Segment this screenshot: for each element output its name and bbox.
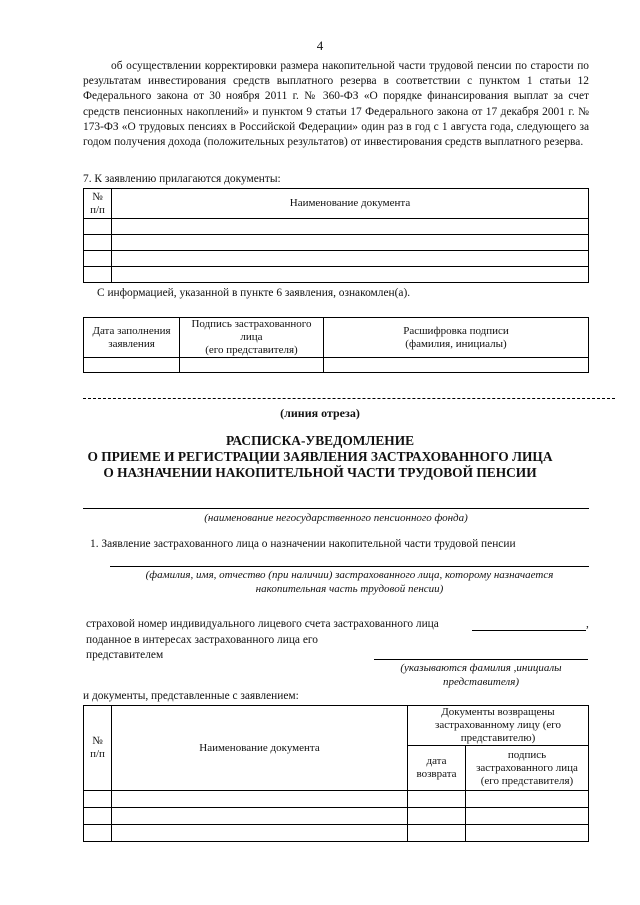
col-return-date-header: дата возврата [408, 746, 466, 791]
table-row [84, 251, 589, 267]
representative-caption: (указываются фамилия ,инициалы представителя) [400, 662, 562, 688]
cut-line [83, 398, 615, 399]
receipt-title-line-3: О НАЗНАЧЕНИИ НАКОПИТЕЛЬНОЙ ЧАСТИ ТРУДОВОЙ ПЕНСИИ [103, 465, 537, 480]
col-num-header: № п/п [84, 189, 112, 219]
col-decoding-header: Расшифровка подписи (фамилия, инициалы) [324, 318, 589, 358]
col-num-header: № п/п [84, 706, 112, 791]
person-caption: (фамилия, имя, отчество (при наличии) застрахованного лица, которому назначается накопительная часть трудовой пенсии) [145, 569, 554, 595]
submitted-label: поданное в интересах застрахованного лица его [86, 634, 318, 646]
item-1-text: 1. Заявление застрахованного лица о назначении накопительной части трудовой пенсии [90, 538, 516, 550]
cut-line-label: (линия отреза) [280, 406, 360, 420]
attached-documents-table [83, 188, 589, 283]
fund-name-line [83, 508, 589, 509]
table-row [84, 791, 589, 808]
table-row [84, 825, 589, 842]
fund-caption: (наименование негосударственного пенсионного фонда) [204, 512, 468, 524]
table-row [84, 358, 589, 373]
table-row [84, 235, 589, 251]
section-7-heading: 7. К заявлению прилагаются документы: [83, 173, 281, 185]
returned-documents-table [83, 705, 589, 842]
col-date-header: Дата заполнения заявления [84, 318, 180, 358]
table-row [84, 219, 589, 235]
documents-label: и документы, представленные с заявлением: [83, 690, 299, 702]
col-signature-header: Подпись застрахованного лица (его представителя) [180, 318, 324, 358]
insurance-number-label: страховой номер индивидуального лицевого счета застрахованного лица [86, 618, 439, 630]
receipt-title [0, 433, 640, 481]
comma: , [586, 618, 589, 630]
table-row [84, 267, 589, 283]
col-returned-header: Документы возвращены застрахованному лицу (его представителю) [408, 706, 589, 746]
page-number: 4 [316, 38, 324, 53]
col-return-signature-header: подпись застрахованного лица (его представителя) [466, 746, 589, 791]
receipt-title-line-1: РАСПИСКА-УВЕДОМЛЕНИЕ [225, 433, 415, 448]
col-name-header: Наименование документа [112, 706, 408, 791]
representative-line [374, 659, 588, 660]
signature-table [83, 317, 589, 373]
representative-label: представителем [86, 649, 164, 661]
acknowledgement-text: С информацией, указанной в пункте 6 заявления, ознакомлен(а). [97, 287, 411, 299]
col-name-header: Наименование документа [112, 189, 589, 219]
table-row [84, 808, 589, 825]
receipt-title-line-2: О ПРИЕМЕ И РЕГИСТРАЦИИ ЗАЯВЛЕНИЯ ЗАСТРАХОВАННОГО ЛИЦА [87, 449, 553, 464]
insurance-number-line [472, 630, 586, 631]
person-name-line [110, 566, 589, 567]
intro-paragraph: об осуществлении корректировки размера накопительной части трудовой пенсии по старости по результатам инвестирования средств выплатного резерва в соответствии с пунктом 1 статьи 12 Федерального закона от 30 ноября 2011 г. № 360-ФЗ «О порядке финансирования выплат за счет средств пенсионных накоплений» и пунктом 9 статьи 17 Федерального закона от 17 декабря 2001 г. № 173-ФЗ «О трудовых пенсиях в Российской Федерации» один раз в год с 1 августа года, следующего за годом получения дохода (положительных результатов) от инвестирования средств выплатного резерва. [83, 60, 589, 149]
